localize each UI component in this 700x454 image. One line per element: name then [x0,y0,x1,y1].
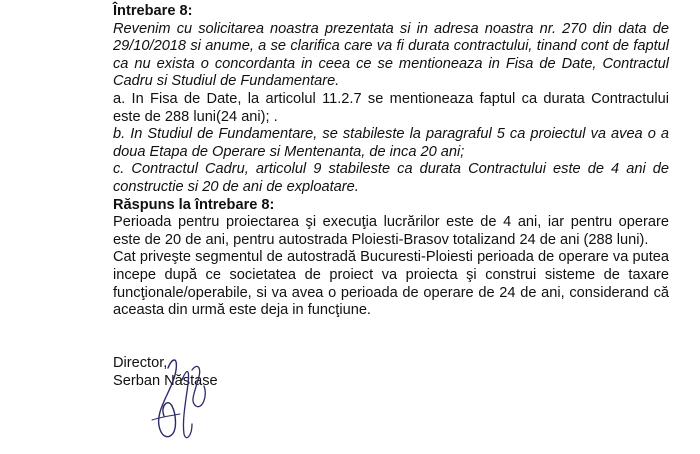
question-item-a: a. In Fisa de Date, la articolul 11.2.7 se mentioneaza faptul ca durata Contractului este de 288 luni(24 ani); . [113,90,669,125]
answer-paragraph-1: Perioada pentru proiectarea şi execuţia lucrărilor este de 4 ani, iar pentru operare este de 20 de ani, pentru autostrada Ploiesti-Brasov totalizand 24 de ani (288 luni). [113,214,669,248]
signatory-title: Director, [113,355,168,371]
question-item-b: b. In Studiul de Fundamentare, se stabileste la paragraful 5 ca proiectul va avea o a doua Etapa de Operare si Mentenanta, de inca 20 ani; [113,126,669,160]
question-heading: Întrebare 8: [113,3,193,19]
answer-paragraph-2: Cat priveşte segmentul de autostradă Bucuresti-Ploiesti perioada de operare va putea incepe după ce societatea de proiect va proiecta şi construi sisteme de taxare funcţionale/operabile, si va avea o perioada de operare de 24 de ani, considerand că aceasta din urmă este deja in funcţiune. [113,249,669,319]
handwritten-signature [138,350,218,450]
question-intro: Revenim cu solicitarea noastra prezentata si in adresa noastra nr. 270 din data de 29/10/2018 si anume, a se clarifica care va fi durata contractului, tinand cont de faptul ca nu exista o concordanta in ceea ce se mentioneaza in Fisa de Date, Contractul Cadru si Studiul de Fundamentare. [113,20,669,90]
signatory-name: Serban Năstase [113,373,218,389]
question-item-c: c. Contractul Cadru, articolul 9 stabileste ca durata Contractului este de 4 ani de constructie si 20 de ani de exploatare. [113,161,669,195]
answer-heading: Răspuns la întrebare 8: [113,196,275,213]
document-body [113,3,669,320]
